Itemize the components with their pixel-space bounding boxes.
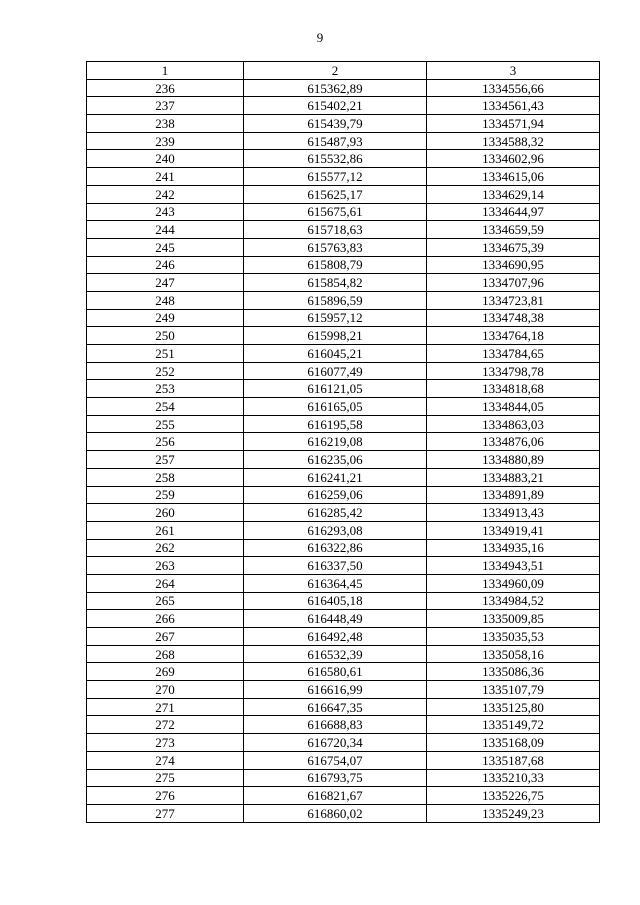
table-cell: 616285,42 [244,504,427,522]
table-cell: 615675,61 [244,203,427,221]
table-cell: 616045,21 [244,345,427,363]
table-cell: 616647,35 [244,698,427,716]
table-row [87,132,600,150]
table-cell: 238 [87,115,244,133]
table-cell: 1334748,38 [427,309,600,327]
table-cell: 243 [87,203,244,221]
table-cell: 616077,49 [244,362,427,380]
table-cell: 1334919,41 [427,521,600,539]
table-cell: 1334723,81 [427,291,600,309]
table-row [87,345,600,363]
table-row [87,539,600,557]
table-cell: 616405,18 [244,592,427,610]
table-cell: 275 [87,769,244,787]
table-row [87,97,600,115]
table-cell: 277 [87,804,244,822]
table-row [87,238,600,256]
table-cell: 239 [87,132,244,150]
table-row [87,787,600,805]
table-cell: 1334883,21 [427,468,600,486]
table-cell: 616448,49 [244,610,427,628]
table-row [87,804,600,822]
table-cell: 1334629,14 [427,185,600,203]
header-cell-1: 1 [87,62,244,80]
table-cell: 1335035,53 [427,628,600,646]
table-cell: 1334960,09 [427,574,600,592]
table-cell: 616259,06 [244,486,427,504]
table-cell: 1334943,51 [427,557,600,575]
table-cell: 616688,83 [244,716,427,734]
table-row [87,150,600,168]
table-cell: 1335168,09 [427,734,600,752]
table-cell: 1334913,43 [427,504,600,522]
table-cell: 1334863,03 [427,415,600,433]
table-header [87,62,600,80]
table-cell: 616337,50 [244,557,427,575]
table-cell: 267 [87,628,244,646]
table-cell: 271 [87,698,244,716]
table-row [87,115,600,133]
table-cell: 1334571,94 [427,115,600,133]
table-cell: 1334561,43 [427,97,600,115]
table-row [87,468,600,486]
table-cell: 616219,08 [244,433,427,451]
table-cell: 266 [87,610,244,628]
table-row [87,610,600,628]
table-cell: 257 [87,451,244,469]
table-cell: 615625,17 [244,185,427,203]
table-cell: 1334615,06 [427,168,600,186]
page-number: 9 [316,30,324,45]
table-row [87,451,600,469]
table-cell: 616241,21 [244,468,427,486]
table-cell: 247 [87,274,244,292]
table-cell: 615577,12 [244,168,427,186]
table-row [87,203,600,221]
table-cell: 1334844,05 [427,398,600,416]
table-cell: 616793,75 [244,769,427,787]
table-cell: 616322,86 [244,539,427,557]
table-cell: 616364,45 [244,574,427,592]
table-row [87,751,600,769]
table-row [87,628,600,646]
table-cell: 1335086,36 [427,663,600,681]
table-row [87,327,600,345]
table-cell: 242 [87,185,244,203]
table-cell: 615487,93 [244,132,427,150]
table-cell: 274 [87,751,244,769]
table-cell: 1335187,68 [427,751,600,769]
table-cell: 1334764,18 [427,327,600,345]
table-cell: 616195,58 [244,415,427,433]
table-row [87,645,600,663]
table-cell: 246 [87,256,244,274]
table-cell: 237 [87,97,244,115]
table-cell: 270 [87,681,244,699]
table-row [87,362,600,380]
table-cell: 1334675,39 [427,238,600,256]
table-cell: 268 [87,645,244,663]
table-row [87,592,600,610]
header-row [87,62,600,80]
table-cell: 258 [87,468,244,486]
table-cell: 241 [87,168,244,186]
table-cell: 1334644,97 [427,203,600,221]
table-cell: 616860,02 [244,804,427,822]
table-cell: 255 [87,415,244,433]
table-cell: 615402,21 [244,97,427,115]
table-cell: 615362,89 [244,79,427,97]
table-cell: 263 [87,557,244,575]
table-cell: 248 [87,291,244,309]
table-row [87,221,600,239]
table-cell: 616235,06 [244,451,427,469]
table-cell: 252 [87,362,244,380]
header-cell-3: 3 [427,62,600,80]
table-cell: 1334588,32 [427,132,600,150]
table-row [87,185,600,203]
table-cell: 1334876,06 [427,433,600,451]
table-cell: 1335125,80 [427,698,600,716]
table-cell: 269 [87,663,244,681]
table-cell: 615896,59 [244,291,427,309]
table-cell: 616165,05 [244,398,427,416]
table-row [87,521,600,539]
table-cell: 616754,07 [244,751,427,769]
table-cell: 616492,48 [244,628,427,646]
table-cell: 615718,63 [244,221,427,239]
table-cell: 260 [87,504,244,522]
table-row [87,256,600,274]
table-cell: 251 [87,345,244,363]
table-cell: 615439,79 [244,115,427,133]
table-cell: 616821,67 [244,787,427,805]
table-cell: 1334984,52 [427,592,600,610]
table-cell: 264 [87,574,244,592]
table-cell: 1334690,95 [427,256,600,274]
table-cell: 1334659,59 [427,221,600,239]
table-cell: 1335210,33 [427,769,600,787]
table-cell: 616580,61 [244,663,427,681]
table-row [87,681,600,699]
table-cell: 616616,99 [244,681,427,699]
coordinates-table [86,61,600,823]
table-row [87,168,600,186]
table-cell: 616293,08 [244,521,427,539]
table-row [87,486,600,504]
table-row [87,574,600,592]
table-cell: 262 [87,539,244,557]
table-row [87,274,600,292]
table-cell: 1334818,68 [427,380,600,398]
table-cell: 1334880,89 [427,451,600,469]
table-row [87,698,600,716]
table-cell: 1335058,16 [427,645,600,663]
table-cell: 1335226,75 [427,787,600,805]
table-cell: 1334935,16 [427,539,600,557]
table-cell: 1334784,65 [427,345,600,363]
table-cell: 254 [87,398,244,416]
table-cell: 256 [87,433,244,451]
table-cell: 265 [87,592,244,610]
table-cell: 1334891,89 [427,486,600,504]
table-row [87,663,600,681]
table-cell: 616121,05 [244,380,427,398]
table-row [87,415,600,433]
table-cell: 616720,34 [244,734,427,752]
table-cell: 1335149,72 [427,716,600,734]
table-cell: 253 [87,380,244,398]
table-row [87,557,600,575]
table-cell: 1334798,78 [427,362,600,380]
table-cell: 244 [87,221,244,239]
table-cell: 276 [87,787,244,805]
table-cell: 1334707,96 [427,274,600,292]
table-cell: 245 [87,238,244,256]
table-cell: 259 [87,486,244,504]
table-row [87,291,600,309]
table-cell: 261 [87,521,244,539]
table-cell: 1335249,23 [427,804,600,822]
table-row [87,734,600,752]
table-row [87,398,600,416]
header-cell-2: 2 [244,62,427,80]
table-row [87,433,600,451]
table-cell: 615957,12 [244,309,427,327]
table-cell: 1335009,85 [427,610,600,628]
table-cell: 615854,82 [244,274,427,292]
table-cell: 616532,39 [244,645,427,663]
table-cell: 250 [87,327,244,345]
table-cell: 615998,21 [244,327,427,345]
table-row [87,79,600,97]
table-cell: 615808,79 [244,256,427,274]
table-row [87,504,600,522]
table-row [87,769,600,787]
table-cell: 273 [87,734,244,752]
table-cell: 249 [87,309,244,327]
table-cell: 240 [87,150,244,168]
table-cell: 272 [87,716,244,734]
table-cell: 615532,86 [244,150,427,168]
table-row [87,380,600,398]
table-cell: 1334556,66 [427,79,600,97]
table-cell: 1334602,96 [427,150,600,168]
table-body [87,79,600,822]
table-cell: 236 [87,79,244,97]
table-row [87,716,600,734]
table-cell: 1335107,79 [427,681,600,699]
table-cell: 615763,83 [244,238,427,256]
table-row [87,309,600,327]
